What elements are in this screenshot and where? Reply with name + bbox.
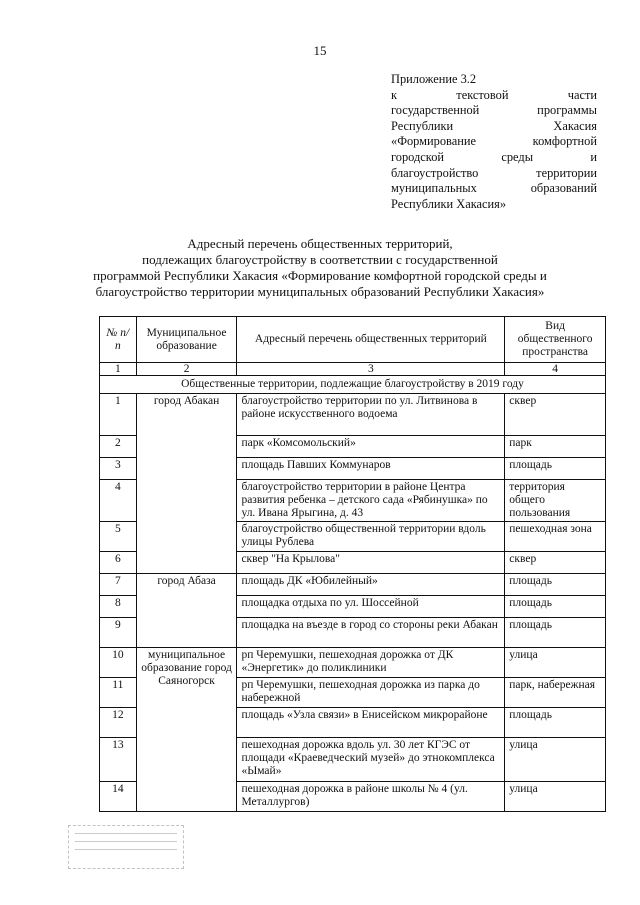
appendix-line: благоустройство территории <box>391 165 597 180</box>
appendix-line: к текстовой части <box>391 87 597 102</box>
type-cell: территория общего пользования <box>505 480 606 522</box>
column-number: 3 <box>237 363 505 376</box>
address-cell: парк «Комсомольский» <box>237 436 505 458</box>
type-cell: улица <box>505 648 606 678</box>
address-cell: благоустройство территории по ул. Литвинова в районе искусственного водоема <box>237 394 505 436</box>
header-address: Адресный перечень общественных территорий <box>237 317 505 363</box>
row-number: 7 <box>100 574 137 596</box>
table-row <box>100 574 606 596</box>
row-number: 5 <box>100 522 137 552</box>
type-cell: площадь <box>505 596 606 618</box>
address-cell: сквер "На Крылова" <box>237 552 505 574</box>
section-title: Общественные территории, подлежащие благоустройству в 2019 году <box>100 376 606 394</box>
type-cell: пешеходная зона <box>505 522 606 552</box>
title-line: программой Республики Хакасия «Формирование комфортной городской среды и <box>93 268 547 283</box>
header-num: № п/п <box>100 317 137 363</box>
appendix-line: Приложение 3.2 <box>391 72 477 86</box>
column-number: 4 <box>505 363 606 376</box>
appendix-line: «Формирование комфортной <box>391 134 597 149</box>
address-cell: рп Черемушки, пешеходная дорожка от ДК «Энергетик» до поликлиники <box>237 648 505 678</box>
row-number: 14 <box>100 782 137 812</box>
title-line: подлежащих благоустройству в соответствии с государственной <box>142 252 498 267</box>
address-cell: площадь Павших Коммунаров <box>237 458 505 480</box>
column-numbers-row <box>100 363 606 376</box>
appendix-line: государственной программы <box>391 103 597 118</box>
type-cell: площадь <box>505 708 606 738</box>
document-title <box>60 236 580 300</box>
row-number: 9 <box>100 618 137 648</box>
appendix-line: муниципальных образований <box>391 181 597 196</box>
row-number: 13 <box>100 738 137 782</box>
row-number: 8 <box>100 596 137 618</box>
stamp-line <box>75 841 177 842</box>
type-cell: парк, набережная <box>505 678 606 708</box>
faint-stamp <box>68 825 184 869</box>
row-number: 2 <box>100 436 137 458</box>
table-row <box>100 648 606 678</box>
municipality-cell: город Абаза <box>136 574 237 648</box>
stamp-line <box>75 849 177 850</box>
address-cell: площадь «Узла связи» в Енисейском микрорайоне <box>237 708 505 738</box>
address-cell: благоустройство территории в районе Центра развития ребенка – детского сада «Рябинушка» по ул. Ивана Ярыгина, д. 43 <box>237 480 505 522</box>
section-row <box>100 376 606 394</box>
table-header-row <box>100 317 606 363</box>
address-cell: благоустройство общественной территории вдоль улицы Рублева <box>237 522 505 552</box>
page-number: 15 <box>313 43 327 58</box>
header-municipality: Муниципальное образование <box>136 317 237 363</box>
address-cell: площадка на въезде в город со стороны реки Абакан <box>237 618 505 648</box>
column-number: 2 <box>136 363 237 376</box>
address-cell: пешеходная дорожка вдоль ул. 30 лет КГЭС от площади «Краеведческий музей» до этнокомплекса «Ымай» <box>237 738 505 782</box>
row-number: 12 <box>100 708 137 738</box>
appendix-line: Республики Хакасия» <box>391 196 507 211</box>
address-cell: рп Черемушки, пешеходная дорожка из парка до набережной <box>237 678 505 708</box>
address-cell: площадка отдыха по ул. Шоссейной <box>237 596 505 618</box>
type-cell: площадь <box>505 574 606 596</box>
type-cell: улица <box>505 782 606 812</box>
appendix-header <box>391 72 597 212</box>
address-cell: пешеходная дорожка в районе школы № 4 (ул. Металлургов) <box>237 782 505 812</box>
table-row <box>100 394 606 436</box>
row-number: 10 <box>100 648 137 678</box>
row-number: 3 <box>100 458 137 480</box>
type-cell: площадь <box>505 458 606 480</box>
stamp-line <box>75 833 177 834</box>
title-line: благоустройство территории муниципальных образований Республики Хакасия» <box>95 284 545 299</box>
row-number: 6 <box>100 552 137 574</box>
type-cell: сквер <box>505 552 606 574</box>
row-number: 11 <box>100 678 137 708</box>
municipality-cell: муниципальное образование город Саяногорск <box>136 648 237 812</box>
appendix-line: Республики Хакасия <box>391 118 597 133</box>
address-cell: площадь ДК «Юбилейный» <box>237 574 505 596</box>
municipality-cell: город Абакан <box>136 394 237 574</box>
column-number: 1 <box>100 363 137 376</box>
type-cell: площадь <box>505 618 606 648</box>
row-number: 4 <box>100 480 137 522</box>
title-line: Адресный перечень общественных территорий, <box>187 236 453 251</box>
appendix-line: городской среды и <box>391 149 597 164</box>
header-type: Вид общественного пространства <box>505 317 606 363</box>
address-table <box>99 316 606 812</box>
row-number: 1 <box>100 394 137 436</box>
type-cell: сквер <box>505 394 606 436</box>
type-cell: улица <box>505 738 606 782</box>
type-cell: парк <box>505 436 606 458</box>
